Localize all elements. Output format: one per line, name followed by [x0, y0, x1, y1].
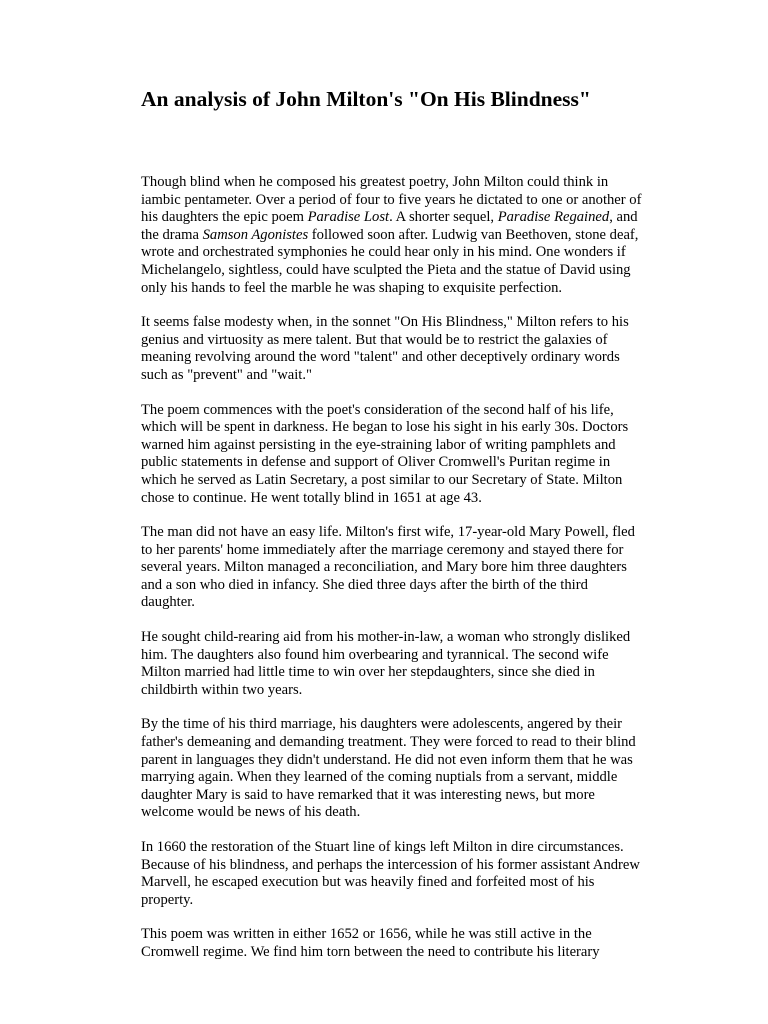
text-line: the drama Samson Agonistes followed soon after. Ludwig van Beethoven, stone deaf,: [141, 226, 639, 243]
text-line: father's demeaning and demanding treatment. They were forced to read to their blind: [141, 734, 636, 751]
text-line: his daughters the epic poem Paradise Lost. A shorter sequel, Paradise Regained, and: [141, 209, 638, 226]
body-paragraph: [141, 716, 641, 822]
text-line: Michelangelo, sightless, could have sculpted the Pieta and the statue of David using: [141, 261, 631, 278]
body-paragraph: [141, 174, 641, 297]
body-paragraph: [141, 926, 641, 961]
italic-title: Samson Agonistes: [202, 226, 309, 243]
body-paragraph: [141, 524, 641, 612]
text-line: daughter Mary is said to have remarked that it was interesting news, but more: [141, 786, 595, 803]
text-line: such as "prevent" and "wait.": [141, 366, 312, 383]
text-line: meaning revolving around the word "talent" and other deceptively ordinary words: [141, 349, 620, 366]
text-line: which will be spent in darkness. He began to lose his sight in his early 30s. Doctors: [141, 419, 629, 436]
text-line: Though blind when he composed his greatest poetry, John Milton could think in: [141, 174, 609, 190]
text-line: public statements in defense and support of Oliver Cromwell's Puritan regime in: [141, 454, 611, 471]
text-line: only his hands to feel the marble he was shaping to exquisite perfection.: [141, 279, 563, 296]
text-line: property.: [141, 891, 194, 908]
text-line: Because of his blindness, and perhaps the intercession of his former assistant Andrew: [141, 856, 640, 873]
text-line: daughter.: [141, 594, 195, 611]
text-line: to her parents' home immediately after the marriage ceremony and stayed there for: [141, 541, 624, 558]
text-line: iambic pentameter. Over a period of four to five years he dictated to one or another of: [141, 191, 642, 208]
text-line: warned him against persisting in the eye-straining labor of writing pamphlets and: [141, 436, 616, 453]
text-line: He sought child-rearing aid from his mother-in-law, a woman who strongly disliked: [141, 629, 631, 646]
document-title: An analysis of John Milton's "On His Blindness": [141, 87, 591, 111]
text-line: wrote and orchestrated symphonies he could hear only in his mind. One wonders if: [141, 244, 626, 261]
text-line: marrying again. When they learned of the coming nuptials from a servant, middle: [141, 769, 618, 786]
text-line: In 1660 the restoration of the Stuart line of kings left Milton in dire circumstances.: [141, 839, 624, 855]
italic-title: Paradise Lost: [307, 209, 390, 226]
text-line: Milton married had little time to win over her stepdaughters, since she died in: [141, 664, 595, 681]
text-line: This poem was written in either 1652 or 1656, while he was still active in the: [141, 926, 592, 943]
body-paragraph: [141, 402, 641, 508]
body-paragraph: [141, 629, 641, 699]
italic-title: Paradise Regained: [497, 209, 610, 226]
text-line: several years. Milton managed a reconciliation, and Mary bore him three daughters: [141, 559, 627, 576]
text-line: childbirth within two years.: [141, 681, 303, 698]
text-line: and a son who died in infancy. She died three days after the birth of the third: [141, 576, 588, 593]
text-line: Cromwell regime. We find him torn between the need to contribute his literary: [141, 943, 600, 960]
text-line: which he served as Latin Secretary, a post similar to our Secretary of State. Milton: [141, 471, 623, 488]
text-line: genius and virtuosity as mere talent. But that would be to restrict the galaxies of: [141, 331, 608, 348]
text-line: parent in languages they didn't understand. He did not even inform them that he was: [141, 751, 633, 768]
text-line: Marvell, he escaped execution but was heavily fined and forfeited most of his: [141, 874, 595, 891]
document-body: [141, 174, 641, 979]
body-paragraph: [141, 839, 641, 909]
text-line: chose to continue. He went totally blind in 1651 at age 43.: [141, 489, 482, 506]
text-line: By the time of his third marriage, his daughters were adolescents, angered by their: [141, 716, 623, 733]
text-line: The poem commences with the poet's consideration of the second half of his life,: [141, 401, 614, 418]
text-line: welcome would be news of his death.: [141, 804, 361, 821]
text-line: him. The daughters also found him overbearing and tyrannical. The second wife: [141, 646, 609, 663]
text-line: The man did not have an easy life. Milton's first wife, 17-year-old Mary Powell, fled: [141, 524, 635, 541]
text-line: It seems false modesty when, in the sonnet "On His Blindness," Milton refers to his: [141, 314, 629, 331]
body-paragraph: [141, 314, 641, 384]
